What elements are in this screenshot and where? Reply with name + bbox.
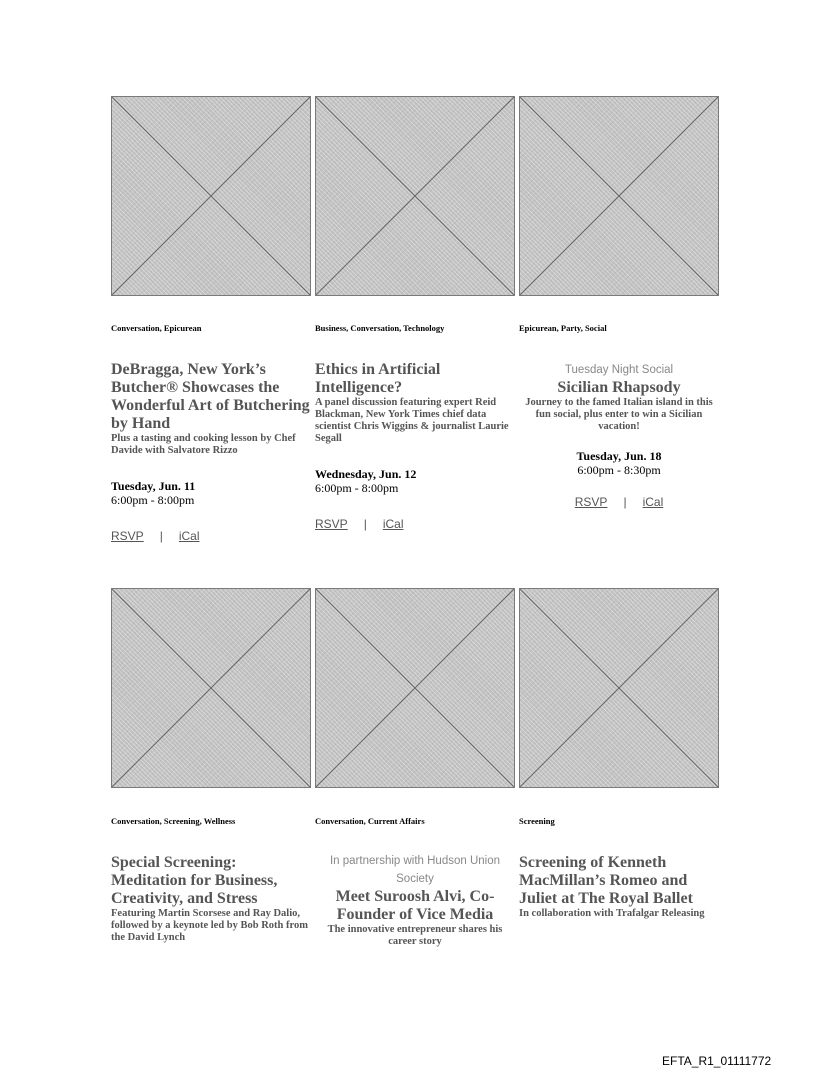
event-category: Business, Conversation, Technology <box>315 323 445 333</box>
event-category: Conversation, Epicurean <box>111 323 202 333</box>
event-pretitle: In partnership with Hudson Union Society <box>329 855 501 885</box>
link-separator: | <box>623 495 627 509</box>
event-description: A panel discussion featuring expert Reid Blackman, New York Times chief data scientist Chris Wiggins & journalist Laurie Segall <box>315 397 509 444</box>
event-title[interactable]: Ethics in Artificial Intelligence? <box>315 361 441 396</box>
event-category: Conversation, Current Affairs <box>315 816 425 826</box>
event-time: 6:00pm - 8:30pm <box>577 463 661 477</box>
event-card <box>315 852 515 948</box>
event-image-placeholder[interactable] <box>519 588 719 788</box>
event-links <box>111 529 311 543</box>
event-card <box>315 361 515 531</box>
rsvp-link[interactable]: RSVP <box>111 529 144 543</box>
event-title[interactable]: Special Screening: Meditation for Business, Creativity, and Stress <box>111 854 278 907</box>
event-date: Tuesday, Jun. 11 <box>111 479 196 493</box>
event-date: Tuesday, Jun. 18 <box>576 449 662 463</box>
event-title[interactable]: Sicilian Rhapsody <box>557 379 681 396</box>
event-title[interactable]: Meet Suroosh Alvi, Co-Founder of Vice Media <box>335 888 495 923</box>
event-date: Wednesday, Jun. 12 <box>315 467 417 481</box>
event-image-placeholder[interactable] <box>315 96 515 296</box>
rsvp-link[interactable]: RSVP <box>315 517 348 531</box>
event-image-placeholder[interactable] <box>111 588 311 788</box>
event-card <box>519 854 719 920</box>
event-category: Screening <box>519 816 555 826</box>
event-category: Epicurean, Party, Social <box>519 323 607 333</box>
event-image-placeholder[interactable] <box>519 96 719 296</box>
event-image-placeholder[interactable] <box>111 96 311 296</box>
rsvp-link[interactable]: RSVP <box>574 495 608 509</box>
link-separator: | <box>159 529 163 543</box>
event-description: The innovative entrepreneur shares his career story <box>327 924 503 947</box>
event-card <box>519 361 719 509</box>
event-description: Journey to the famed Italian island in this fun social, plus enter to win a Sicilian vacation! <box>525 397 713 432</box>
event-time: 6:00pm - 8:00pm <box>111 493 195 507</box>
event-description: Plus a tasting and cooking lesson by Chef Davide with Salvatore Rizzo <box>111 433 296 456</box>
event-image-placeholder[interactable] <box>315 588 515 788</box>
ical-link[interactable]: iCal <box>642 495 664 509</box>
ical-link[interactable]: iCal <box>178 529 200 543</box>
ical-link[interactable]: iCal <box>382 517 404 531</box>
link-separator: | <box>363 517 367 531</box>
document-id: EFTA_R1_01111772 <box>662 1054 772 1068</box>
event-pretitle: Tuesday Night Social <box>564 364 674 376</box>
event-category: Conversation, Screening, Wellness <box>111 816 236 826</box>
event-card <box>111 361 311 543</box>
event-time: 6:00pm - 8:00pm <box>315 481 399 495</box>
event-description: Featuring Martin Scorsese and Ray Dalio, followed by a keynote led by Bob Roth from the David Lynch <box>111 908 308 943</box>
event-title[interactable]: DeBragga, New York’s Butcher® Showcases the Wonderful Art of Butchering by Hand <box>111 361 310 432</box>
event-links <box>519 495 719 509</box>
event-links <box>315 517 515 531</box>
event-title[interactable]: Screening of Kenneth MacMillan’s Romeo and Juliet at The Royal Ballet <box>519 854 693 907</box>
event-description: In collaboration with Trafalgar Releasing <box>519 908 705 919</box>
event-card <box>111 854 311 944</box>
